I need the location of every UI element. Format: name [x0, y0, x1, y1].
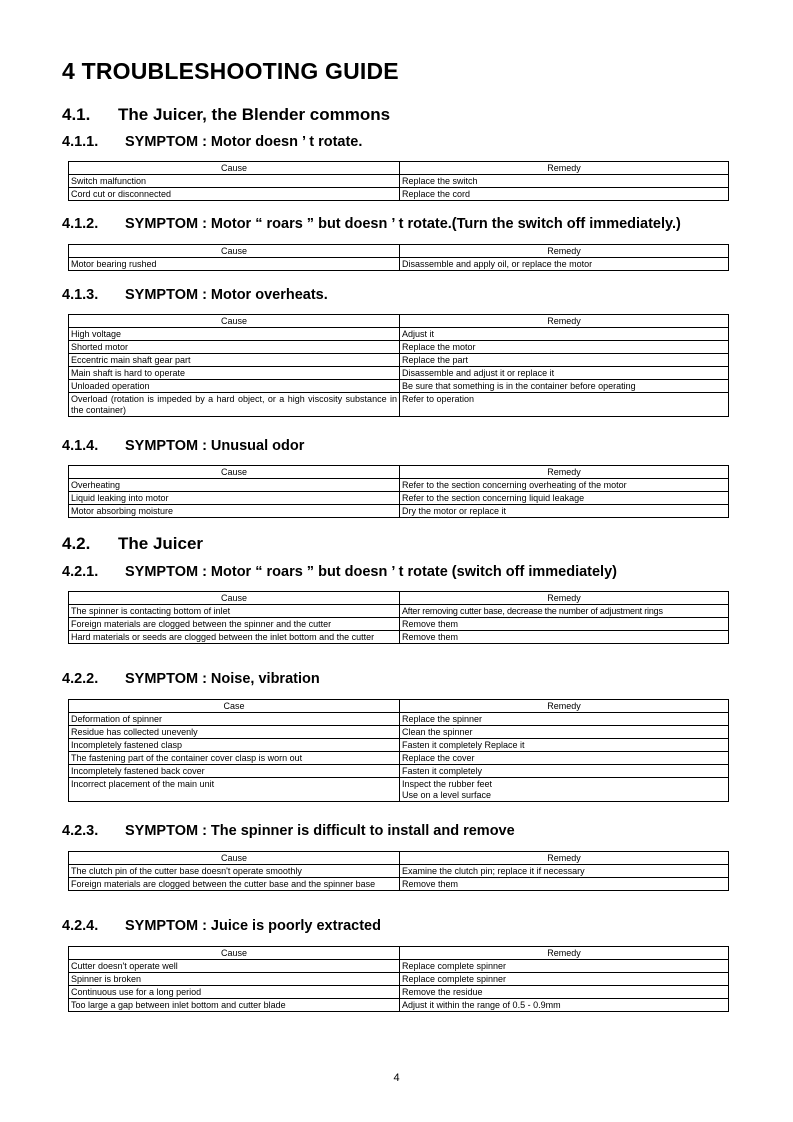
table-row: [69, 618, 729, 631]
remedy-cell: Remove them: [400, 618, 729, 631]
cause-cell: The fastening part of the container cover clasp is worn out: [69, 752, 400, 765]
subsection-number: 4.2.2.: [62, 671, 99, 687]
cause-cell: Spinner is broken: [69, 973, 400, 986]
table-header-row: [69, 245, 729, 258]
subsection-title: SYMPTOM : Motor “ roars ” but doesn ’ t rotate.(Turn the switch off immediately.): [125, 216, 681, 232]
remedy-cell: Replace the spinner: [400, 713, 729, 726]
subsection-title: SYMPTOM : Motor doesn ’ t rotate.: [125, 134, 363, 150]
troubleshooting-table: [68, 699, 729, 802]
cause-cell: Deformation of spinner: [69, 713, 400, 726]
subsection-number: 4.1.4.: [62, 438, 99, 454]
troubleshooting-table: [68, 244, 729, 271]
table-row: [69, 713, 729, 726]
remedy-cell: Dry the motor or replace it: [400, 505, 729, 518]
table-header-cause: Cause: [69, 852, 400, 865]
section-title: The Juicer: [118, 534, 204, 553]
table-header-row: [69, 162, 729, 175]
table-header-cause: Case: [69, 700, 400, 713]
remedy-cell: Adjust it: [400, 328, 729, 341]
cause-cell: The clutch pin of the cutter base doesn't operate smoothly: [69, 865, 400, 878]
cause-cell: Overload (rotation is impeded by a hard object, or a high viscosity substance in the container): [69, 393, 400, 417]
subsection-heading: [62, 438, 304, 454]
troubleshooting-table: [68, 851, 729, 891]
cause-cell: Overheating: [69, 479, 400, 492]
table-header-remedy: Remedy: [400, 162, 729, 175]
cause-cell: Residue has collected unevenly: [69, 726, 400, 739]
remedy-cell: Replace the motor: [400, 341, 729, 354]
table-row: [69, 986, 729, 999]
page-number: 4: [393, 1072, 400, 1084]
remedy-cell: Replace complete spinner: [400, 960, 729, 973]
remedy-cell: Adjust it within the range of 0.5 - 0.9mm: [400, 999, 729, 1012]
remedy-cell: Remove the residue: [400, 986, 729, 999]
cause-cell: Switch malfunction: [69, 175, 400, 188]
page-title: 4 TROUBLESHOOTING GUIDE: [62, 58, 399, 84]
table-header-cause: Cause: [69, 245, 400, 258]
table-row: [69, 188, 729, 201]
cause-cell: Incompletely fastened clasp: [69, 739, 400, 752]
table-row: [69, 393, 729, 417]
remedy-cell: Remove them: [400, 631, 729, 644]
table-header-remedy: Remedy: [400, 700, 729, 713]
table-row: [69, 999, 729, 1012]
cause-cell: Liquid leaking into motor: [69, 492, 400, 505]
cause-cell: Incorrect placement of the main unit: [69, 778, 400, 802]
table-header-row: [69, 592, 729, 605]
cause-cell: Shorted motor: [69, 341, 400, 354]
table-header-row: [69, 315, 729, 328]
table-header-cause: Cause: [69, 947, 400, 960]
table-row: [69, 605, 729, 618]
subsection-number: 4.2.1.: [62, 564, 99, 580]
section-number: 4.1.: [62, 105, 91, 124]
table-header-remedy: Remedy: [400, 947, 729, 960]
table-header-remedy: Remedy: [400, 466, 729, 479]
table-row: [69, 328, 729, 341]
subsection-heading: [62, 564, 617, 580]
remedy-cell: Inspect the rubber feet Use on a level surface: [400, 778, 729, 802]
cause-cell: Continuous use for a long period: [69, 986, 400, 999]
remedy-cell: Clean the spinner: [400, 726, 729, 739]
subsection-title: SYMPTOM : Motor overheats.: [125, 287, 328, 303]
subsection-number: 4.1.1.: [62, 134, 99, 150]
table-row: [69, 380, 729, 393]
subsection-title: SYMPTOM : Noise, vibration: [125, 671, 320, 687]
cause-cell: Main shaft is hard to operate: [69, 367, 400, 380]
section-number: 4.2.: [62, 534, 91, 553]
table-row: [69, 341, 729, 354]
subsection-number: 4.2.3.: [62, 823, 99, 839]
cause-cell: Foreign materials are clogged between the spinner and the cutter: [69, 618, 400, 631]
table-header-cause: Cause: [69, 162, 400, 175]
table-row: [69, 752, 729, 765]
remedy-cell: Disassemble and adjust it or replace it: [400, 367, 729, 380]
cause-cell: Cord cut or disconnected: [69, 188, 400, 201]
table-header-cause: Cause: [69, 592, 400, 605]
cause-cell: High voltage: [69, 328, 400, 341]
table-header-row: [69, 947, 729, 960]
table-row: [69, 865, 729, 878]
cause-cell: Motor absorbing moisture: [69, 505, 400, 518]
subsection-number: 4.2.4.: [62, 918, 99, 934]
table-header-remedy: Remedy: [400, 315, 729, 328]
subsection-heading: [62, 918, 381, 934]
table-row: [69, 505, 729, 518]
table-header-row: [69, 466, 729, 479]
cause-cell: Unloaded operation: [69, 380, 400, 393]
table-header-remedy: Remedy: [400, 245, 729, 258]
table-row: [69, 739, 729, 752]
subsection-title: SYMPTOM : Motor “ roars ” but doesn ’ t rotate (switch off immediately): [125, 564, 617, 580]
table-row: [69, 726, 729, 739]
table-header-cause: Cause: [69, 466, 400, 479]
table-row: [69, 175, 729, 188]
table-row: [69, 765, 729, 778]
section-title: The Juicer, the Blender commons: [118, 105, 391, 124]
table-header-row: [69, 700, 729, 713]
remedy-cell: Replace the cover: [400, 752, 729, 765]
table-header-remedy: Remedy: [400, 592, 729, 605]
table-row: [69, 492, 729, 505]
remedy-cell: Fasten it completely Replace it: [400, 739, 729, 752]
troubleshooting-table: [68, 591, 729, 644]
remedy-cell: Disassemble and apply oil, or replace the motor: [400, 258, 729, 271]
table-row: [69, 631, 729, 644]
cause-cell: Hard materials or seeds are clogged between the inlet bottom and the cutter: [69, 631, 400, 644]
troubleshooting-table: [68, 465, 729, 518]
cause-cell: Motor bearing rushed: [69, 258, 400, 271]
remedy-cell: Replace complete spinner: [400, 973, 729, 986]
remedy-cell: Examine the clutch pin; replace it if necessary: [400, 865, 729, 878]
table-row: [69, 973, 729, 986]
subsection-heading: [62, 823, 515, 839]
cause-cell: The spinner is contacting bottom of inlet: [69, 605, 400, 618]
remedy-cell: Replace the part: [400, 354, 729, 367]
subsection-heading: [62, 134, 362, 150]
remedy-cell: Replace the cord: [400, 188, 729, 201]
table-header-remedy: Remedy: [400, 852, 729, 865]
remedy-cell: Fasten it completely: [400, 765, 729, 778]
subsection-heading: [62, 216, 681, 232]
subsection-heading: [62, 671, 320, 687]
table-row: [69, 878, 729, 891]
remedy-cell: Refer to the section concerning overheating of the motor: [400, 479, 729, 492]
table-row: [69, 479, 729, 492]
subsection-number: 4.1.3.: [62, 287, 99, 303]
table-row: [69, 778, 729, 802]
cause-cell: Incompletely fastened back cover: [69, 765, 400, 778]
section-heading: [62, 534, 203, 554]
cause-cell: Too large a gap between inlet bottom and cutter blade: [69, 999, 400, 1012]
remedy-cell: Replace the switch: [400, 175, 729, 188]
remedy-cell: Be sure that something is in the container before operating: [400, 380, 729, 393]
section-heading: [62, 105, 390, 125]
cause-cell: Cutter doesn't operate well: [69, 960, 400, 973]
subsection-number: 4.1.2.: [62, 216, 99, 232]
subsection-heading: [62, 287, 328, 303]
remedy-cell: Refer to operation: [400, 393, 729, 417]
remedy-cell: Refer to the section concerning liquid leakage: [400, 492, 729, 505]
troubleshooting-table: [68, 314, 729, 417]
table-header-cause: Cause: [69, 315, 400, 328]
table-row: [69, 354, 729, 367]
troubleshooting-table: [68, 161, 729, 201]
cause-cell: Foreign materials are clogged between the cutter base and the spinner base: [69, 878, 400, 891]
troubleshooting-table: [68, 946, 729, 1012]
table-header-row: [69, 852, 729, 865]
subsection-title: SYMPTOM : The spinner is difficult to install and remove: [125, 823, 515, 839]
remedy-cell: Remove them: [400, 878, 729, 891]
table-row: [69, 367, 729, 380]
table-row: [69, 258, 729, 271]
remedy-cell: After removing cutter base, decrease the number of adjustment rings: [400, 605, 729, 618]
subsection-title: SYMPTOM : Unusual odor: [125, 438, 305, 454]
table-row: [69, 960, 729, 973]
cause-cell: Eccentric main shaft gear part: [69, 354, 400, 367]
subsection-title: SYMPTOM : Juice is poorly extracted: [125, 918, 381, 934]
